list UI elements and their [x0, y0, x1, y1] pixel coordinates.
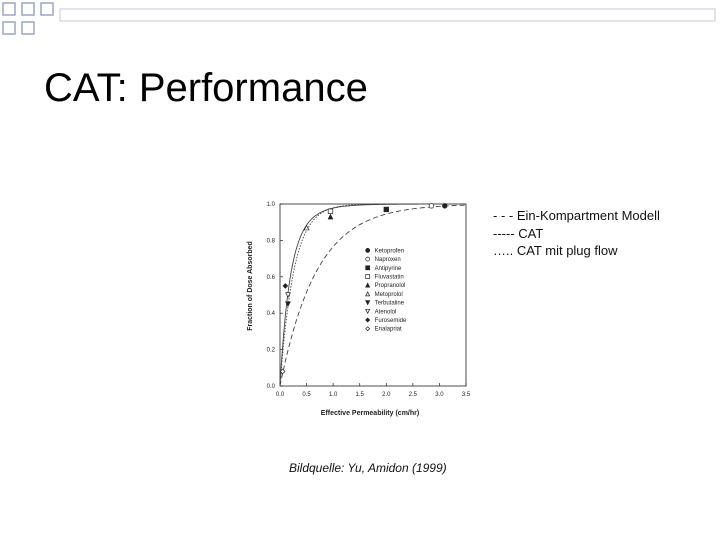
slide-header-decoration: [0, 0, 720, 50]
legend-marker-metoprolol: [366, 292, 370, 296]
legend-cat: ----- CAT: [493, 225, 544, 241]
data-point-furosemide: [283, 284, 288, 289]
legend-marker-terbutaline: [366, 301, 370, 305]
image-source-caption: Bildquelle: Yu, Amidon (1999): [289, 461, 447, 475]
x-tick-label: 1.5: [355, 392, 364, 398]
legend-label-enalapriat: Enalapriat: [374, 326, 402, 333]
legend-marker-ketoprofen: [366, 248, 370, 252]
legend-label-antipyrine: Antipyrine: [374, 265, 402, 272]
x-tick-label: 3.5: [461, 392, 471, 398]
legend-label-atenolol: Atenolol: [374, 309, 397, 316]
header-bar: [60, 9, 715, 21]
chart-axes: [267, 202, 471, 398]
chart-legend: [366, 248, 407, 332]
legend-marker-antipyrine: [366, 266, 370, 270]
data-point-naproxen: [429, 204, 434, 209]
curve-legend: [493, 207, 660, 260]
curve-cat-mit-plug-flow: [280, 204, 466, 386]
y-tick-label: 1.0: [266, 202, 275, 208]
y-tick-label: 0.6: [266, 274, 275, 281]
x-axis-label: Effective Permeability (cm/hr): [320, 410, 420, 417]
legend-label-fluvastatin: Fluvastatin: [374, 274, 404, 281]
x-tick-label: 1.0: [328, 392, 338, 398]
legend-label-ketoprofen: Ketoprofen: [374, 248, 405, 255]
legend-marker-furosemide: [366, 318, 370, 322]
chart-curves: [280, 204, 466, 386]
x-tick-label: 2.0: [382, 392, 391, 398]
legend-marker-fluvastatin: [366, 275, 370, 279]
data-point-ketoprofen: [442, 204, 447, 209]
decor-square: [41, 3, 53, 15]
absorption-chart: [240, 190, 480, 420]
y-tick-label: 0.8: [266, 238, 275, 245]
legend-one-compartment: - - - Ein-Kompartment Modell: [493, 208, 660, 223]
decor-square: [3, 22, 15, 34]
legend-label-terbutaline: Terbutaline: [374, 300, 405, 307]
x-tick-label: 2.5: [408, 392, 418, 398]
data-point-antipyrine: [384, 207, 389, 212]
legend-label-metoprolol: Metoprolol: [374, 291, 403, 298]
legend-marker-propranolol: [366, 283, 370, 287]
x-tick-label: 0.5: [302, 392, 311, 398]
y-tick-label: 0.4: [266, 311, 275, 318]
legend-marker-naproxen: [366, 257, 370, 261]
data-point-atenolol: [286, 293, 291, 298]
x-tick-label: 3.0: [435, 392, 444, 398]
legend-cat-plug-flow: ….. CAT mit plug flow: [493, 243, 618, 258]
data-point-fluvastatin: [328, 209, 333, 214]
y-tick-label: 0.2: [266, 347, 275, 354]
legend-label-furosemide: Furosemide: [374, 318, 407, 325]
data-point-propranolol: [328, 214, 333, 219]
decor-square: [3, 3, 15, 15]
plot-frame: [280, 204, 466, 386]
legend-marker-enalapriat: [366, 327, 370, 331]
curve-ein-kompartment-modell: [280, 205, 466, 386]
x-tick-label: 0.0: [275, 392, 285, 398]
legend-label-naproxen: Naproxen: [374, 257, 401, 264]
decor-square: [22, 3, 34, 15]
y-axis-label: Fraction of Dose Absorbed: [247, 241, 254, 331]
slide-title: CAT: Performance: [44, 66, 368, 110]
y-tick-label: 0.0: [266, 384, 275, 390]
chart-markers: [280, 204, 447, 374]
decor-square: [22, 22, 34, 34]
legend-marker-atenolol: [366, 309, 370, 313]
legend-label-propranolol: Propranolol: [374, 283, 406, 290]
curve-cat: [280, 204, 466, 386]
